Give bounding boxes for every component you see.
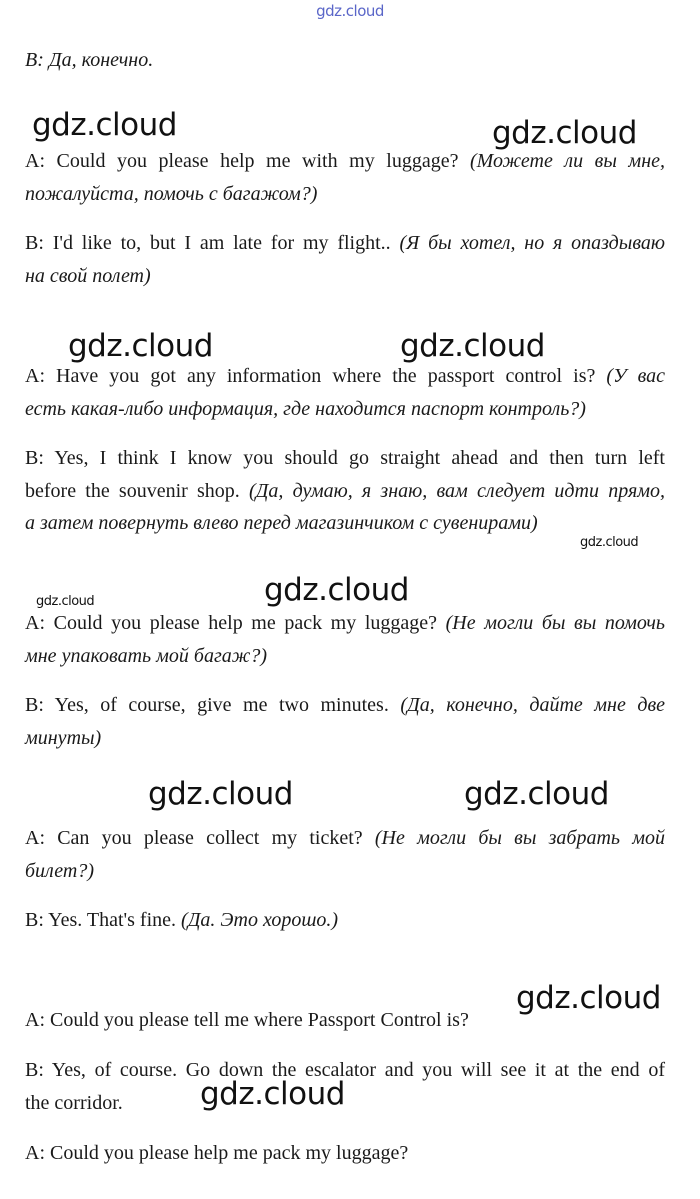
english-text: B: I'd like to, but I am late for my flight.. — [25, 232, 391, 254]
russian-translation: (У вас — [606, 365, 666, 387]
watermark: gdz.cloud — [580, 535, 639, 550]
russian-translation: (Да, думаю, я знаю, вам следует идти прямо, — [249, 480, 666, 502]
dialogue-line — [25, 475, 665, 508]
russian-translation: (Можете ли вы мне, — [470, 150, 665, 172]
dialogue-line — [25, 607, 665, 640]
watermark: gdz.cloud — [464, 776, 609, 812]
english-text: B: Yes, of course, give me two minutes. — [25, 694, 389, 716]
watermark-top: gdz.cloud — [316, 2, 384, 20]
english-text: before the souvenir shop. — [25, 480, 240, 502]
russian-translation: билет?) — [25, 860, 94, 882]
watermark: gdz.cloud — [32, 107, 177, 143]
dialogue-line: В: Да, конечно. — [25, 49, 154, 71]
watermark: gdz.cloud — [492, 115, 637, 151]
dialogue-line: the corridor. — [25, 1092, 123, 1114]
dialogue-line: A: Could you please tell me where Passport Control is? — [25, 1009, 469, 1031]
watermark: gdz.cloud — [200, 1076, 345, 1112]
dialogue-line: B: Yes, I think I know you should go straight ahead and then turn left — [25, 447, 665, 469]
russian-translation: на свой полет) — [25, 265, 151, 287]
english-text: A: Could you please help me with my luggage? — [25, 150, 459, 172]
russian-translation: (Да, конечно, дайте мне две — [400, 694, 666, 716]
russian-translation: (Не могли бы вы забрать мой — [374, 827, 665, 849]
russian-translation: (Не могли бы вы помочь — [445, 612, 666, 634]
watermark: gdz.cloud — [68, 328, 213, 364]
watermark: gdz.cloud — [400, 328, 545, 364]
dialogue-line: A: Could you please help me pack my luggage? — [25, 1142, 409, 1164]
watermark: gdz.cloud — [264, 572, 409, 608]
watermark: gdz.cloud — [36, 594, 95, 609]
dialogue-line: B: Yes, of course. Go down the escalator and you will see it at the end of — [25, 1059, 665, 1081]
english-text: B: Yes. That's fine. — [25, 909, 177, 931]
watermark: gdz.cloud — [516, 980, 661, 1016]
russian-translation: минуты) — [25, 727, 102, 749]
dialogue-line — [25, 360, 665, 393]
english-text: A: Can you please collect my ticket? — [25, 827, 363, 849]
russian-translation: (Я бы хотел, но я опаздываю — [399, 232, 665, 254]
russian-translation: (Да. Это хорошо.) — [181, 909, 339, 931]
russian-translation: пожалуйста, помочь с багажом?) — [25, 183, 318, 205]
watermark: gdz.cloud — [148, 776, 293, 812]
dialogue-line — [25, 904, 665, 937]
russian-translation: а затем повернуть влево перед магазинчиком с сувенирами) — [25, 512, 538, 534]
dialogue-line — [25, 822, 665, 855]
russian-translation: мне упаковать мой багаж?) — [25, 645, 268, 667]
dialogue-line — [25, 227, 665, 260]
russian-translation: есть какая-либо информация, где находится паспорт контроль?) — [25, 398, 586, 420]
english-text: A: Could you please help me pack my luggage? — [25, 612, 438, 634]
dialogue-line — [25, 689, 665, 722]
english-text: A: Have you got any information where the passport control is? — [25, 365, 596, 387]
